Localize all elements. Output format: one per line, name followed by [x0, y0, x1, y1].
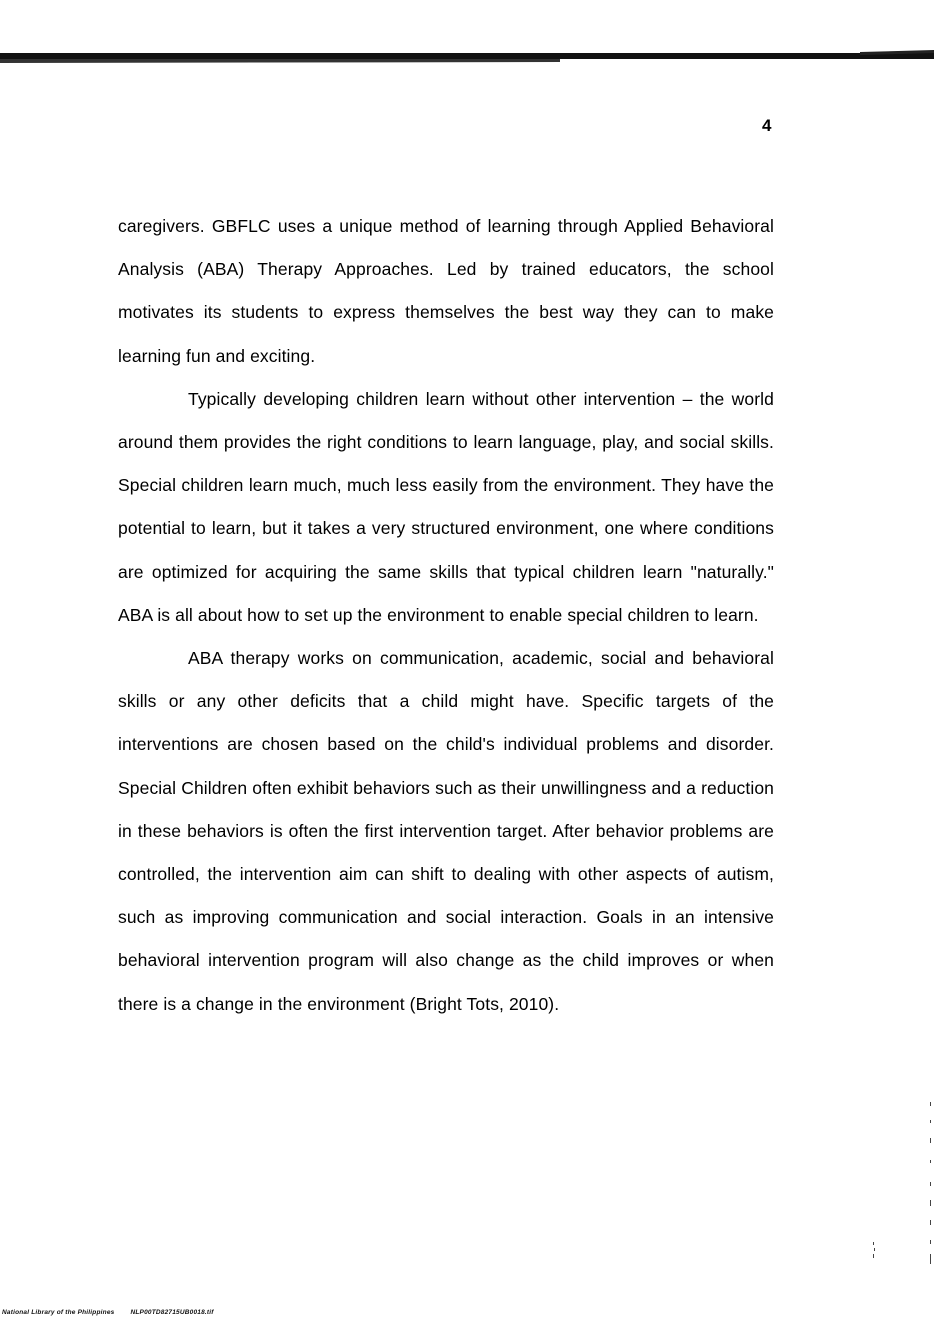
library-name: National Library of the Philippines [2, 1309, 115, 1316]
body-text [118, 205, 774, 1026]
file-id: NLP00TD82715UB0018.tif [130, 1309, 214, 1316]
paragraph-1: caregivers. GBFLC uses a unique method of learning through Applied Behavioral Analysis (ABA) Therapy Approaches. Led by trained educators, the school motivates its students to express themselves the best way they can to make learning fun and exciting. [118, 216, 774, 366]
page-number: 4 [762, 116, 772, 135]
paragraph-3: ABA therapy works on communication, academic, social and behavioral skills or any other deficits that a child might have. Specific targets of the interventions are chosen based on the child's individual problems and disorder. Special Children often exhibit behaviors such as their unwillingness and a reduction in these behaviors is often the first intervention target. After behavior problems are controlled, the intervention aim can shift to dealing with other aspects of autism, such as improving communication and social interaction. Goals in an intensive behavioral intervention program will also change as the child improves or when there is a change in the environment (Bright Tots, 2010). [118, 648, 774, 1014]
scan-specks [870, 1090, 934, 1270]
scan-edge-bar [0, 50, 934, 64]
paragraph-2: Typically developing children learn without other intervention – the world around them provides the right conditions to learn language, play, and social skills. Special children learn much, much less easily from the environment. They have the potential to learn, but it takes a very structured environment, one where conditions are optimized for acquiring the same skills that typical children learn "naturally." ABA is all about how to set up the environment to enable special children to learn. [118, 388, 774, 625]
library-footer-stamp [2, 1309, 214, 1316]
